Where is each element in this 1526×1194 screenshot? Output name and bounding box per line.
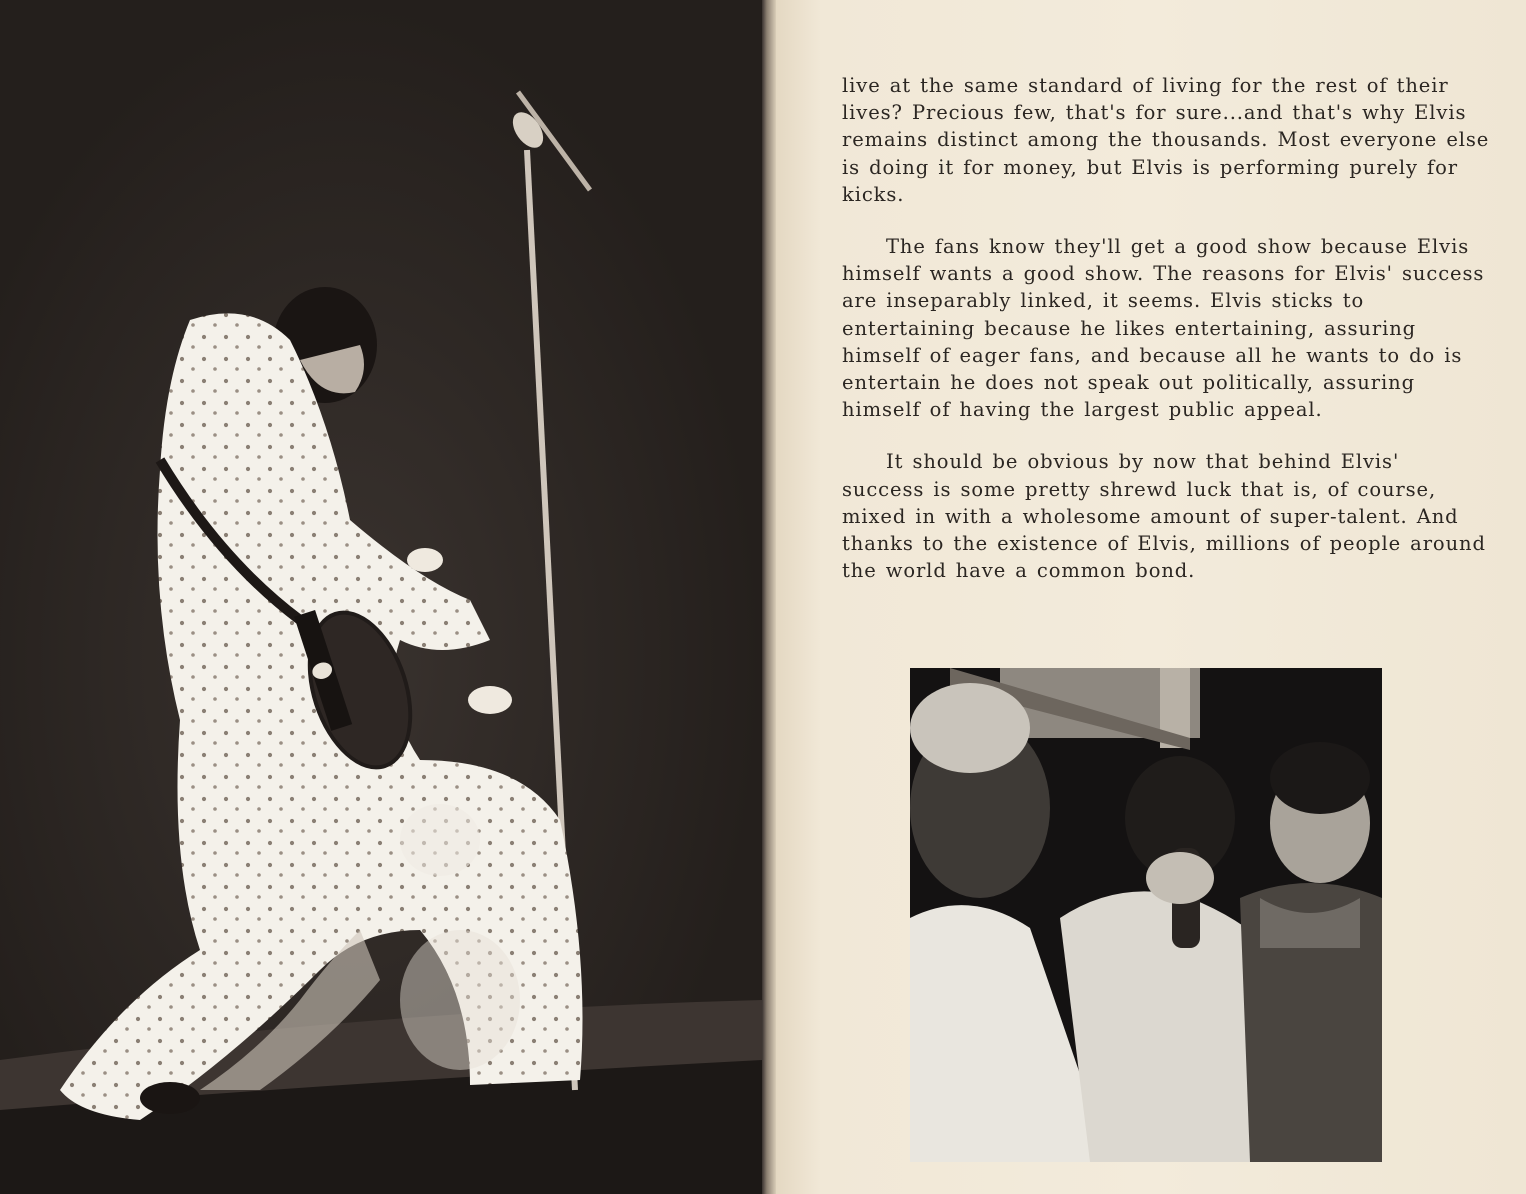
paragraph-2: The fans know they'll get a good show because Elvis himself wants a good show. The reasons for Elvis' success are inseparably linked, it seems. Elvis sticks to entertaining because he likes entertaining, assuring himself of eager fans, and because all he wants to do is entertain he does not speak out politically, assuring himself of having the largest public appeal.: [842, 235, 1485, 422]
right-page: [776, 0, 1526, 1194]
group-photo: [910, 668, 1382, 1162]
left-page: [0, 0, 762, 1194]
paragraph-3: It should be obvious by now that behind Elvis' success is some pretty shrewd luck that is, of course, mixed in with a wholesome amount of super-talent. And thanks to the existence of Elvis, millions of people around the world have a common bond.: [842, 450, 1486, 583]
performer-photo: [0, 0, 762, 1194]
paragraph-1: live at the same standard of living for the rest of their lives? Precious few, that's for sure...and that's why Elvis remains distinct among the thousands. Most everyone else is doing it for money, but Elvis is performing purely for kicks.: [842, 74, 1490, 206]
page-gutter: [762, 0, 776, 1194]
body-text: [842, 72, 1490, 609]
group-photo-image: [910, 668, 1382, 1162]
